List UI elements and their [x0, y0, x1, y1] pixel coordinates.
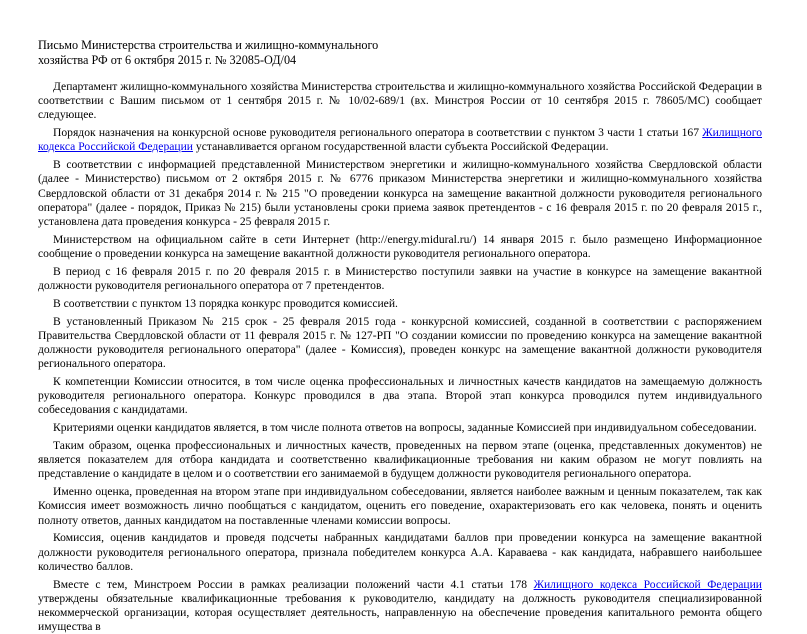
paragraph-4: Министерством на официальном сайте в сети Интернет (http://energy.midural.ru/) 14 января 2015 г. было размещено Информационное сообщение о проведении конкурса на замещение вакантной должности руководителя регионального оператора.	[38, 232, 762, 261]
paragraph-5: В период с 16 февраля 2015 г. по 20 февраля 2015 г. в Министерство поступили заявки на участие в конкурсе на замещение вакантной должности руководителя регионального оператора от 7 претендентов.	[38, 264, 762, 293]
paragraph-1: Департамент жилищно-коммунального хозяйства Министерства строительства и жилищно-коммунального хозяйства Российской Федерации в соответствии с Вашим письмом от 1 сентября 2015 г. № 10/02-689/1 (вх. Минстроя России от 10 сентября 2015 г. 78605/МС) сообщает следующее.	[38, 80, 762, 122]
housing-code-link-2[interactable]: Жилищного кодекса Российской Федерации	[533, 577, 762, 591]
paragraph-2-text-before: Порядок назначения на конкурсной основе руководителя регионального оператора в соответствии с пунктом 3 части 1 статьи 167	[53, 126, 703, 140]
housing-code-link[interactable]: Жилищного кодекса Российской Федерации	[38, 126, 762, 154]
paragraph-12: Комиссия, оценив кандидатов и проведя подсчеты набранных кандидатами баллов при проведении конкурса на замещение вакантной должности руководителя регионального оператора, признала победителем конкурса А.А. Караваева - как кандидата, набравшего наибольшее количество баллов.	[38, 531, 762, 573]
paragraph-13	[38, 578, 762, 634]
paragraph-11: Именно оценка, проведенная на втором этапе при индивидуальном собеседовании, является наиболее важным и ценным показателем, так как Комиссия имеет возможность лично пообщаться с кандидатом, оценить его поведение, охарактеризовать его как человека, понять и оценить полноту ответов, данных кандидатом на поставленные членами комиссии вопросы.	[38, 485, 762, 527]
paragraph-13-text-after: утверждены обязательные квалификационные требования к руководителю, кандидату на должность руководителя специализированной некоммерческой организации, которая осуществляет деятельность, направленную на обеспечение проведения капитального ремонта общего имущества в	[38, 591, 762, 634]
paragraph-2	[38, 126, 762, 154]
header-line-1: Письмо Министерства строительства и жилищно-коммунального	[38, 38, 379, 52]
document-header	[38, 38, 762, 68]
paragraph-6: В соответствии с пунктом 13 порядка конкурс проводится комиссией.	[53, 296, 398, 310]
paragraph-7: В установленный Приказом № 215 срок - 25 февраля 2015 года - конкурсной комиссией, созданной в соответствии с распоряжением Правительства Свердловской области от 11 февраля 2015 г. № 127-РП "О создании комиссии по проведению конкурса на замещение вакантной должности руководителя регионального оператора" (далее - Комиссия), проведен конкурс на замещение вакантной должности руководителя регионального оператора.	[38, 314, 762, 371]
paragraph-9: Критериями оценки кандидатов является, в том числе полнота ответов на вопросы, заданные Комиссией при индивидуальном собеседовании.	[53, 421, 757, 435]
paragraph-2-text-after: устанавливается органом государственной власти субъекта Российской Федерации.	[193, 140, 609, 154]
paragraph-13-text-before: Вместе с тем, Минстроем России в рамках реализации положений части 4.1 статьи 178	[53, 577, 534, 591]
paragraph-3: В соответствии с информацией представленной Министерством энергетики и жилищно-коммунального хозяйства Свердловской области (далее - Министерство) письмом от 2 октября 2015 г. № 6776 приказом Министерства энергетики и жилищно-коммунального хозяйства Свердловской области от 31 декабря 2014 г. № 215 "О проведении конкурса на замещение вакантной должности руководителя регионального оператора" (далее - порядок, Приказ № 215) были установлены сроки приема заявок претендентов - с 16 февраля 2015 г. по 20 февраля 2015 г., установлена дата проведения конкурса - 25 февраля 2015 г.	[38, 158, 762, 229]
paragraph-8: К компетенции Комиссии относится, в том числе оценка профессиональных и личностных качеств кандидатов на замещаемую должность руководителя регионального оператора. Конкурс проводился в два этапа. Второй этап конкурса проводился путем индивидуального собеседования с кандидатами.	[38, 375, 762, 417]
paragraph-10: Таким образом, оценка профессиональных и личностных качеств, проведенных на первом этапе (оценка, представленных документов) не является показателем для отбора кандидата и соответственно квалификационные требования ни каким образом не могут повлиять на представление о кандидате в целом и о соответствии его занимаемой в будущем должности руководителя регионального оператора.	[38, 439, 762, 481]
header-line-2: хозяйства РФ от 6 октября 2015 г. № 32085-ОД/04	[38, 53, 297, 67]
